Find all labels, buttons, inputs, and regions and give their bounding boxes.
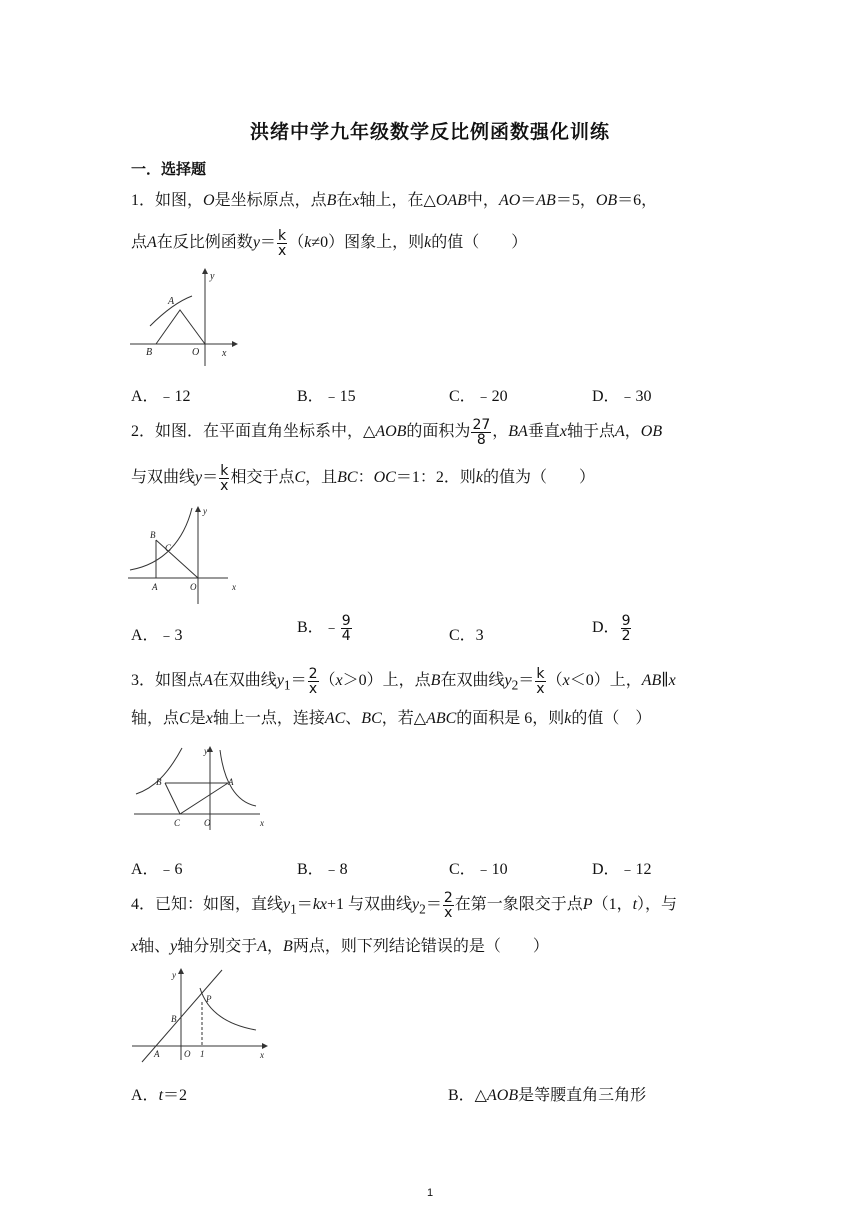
q3-option-d[interactable]: D．﹣12 — [592, 861, 652, 878]
q3-fraction-1: $\frac{2}{x}$ — [308, 666, 318, 697]
q3-line1: 3．如图点A在双曲线$y_1=$ $\frac{2}{x}$ （x＞0）上，点B在双曲线$y_2=$ $\frac{k}{x}$ （x＜0）上，AB∥x — [131, 666, 676, 697]
q1-line1: 1．如图，O是坐标原点，点B在x轴上，在△OAB中，AO＝AB＝5，OB＝6， — [131, 192, 658, 209]
q3-option-a[interactable]: A．﹣6 — [131, 861, 183, 878]
page-number: 1 — [426, 1187, 434, 1199]
q4-figure — [128, 966, 273, 1064]
q4-label-p: P — [206, 994, 212, 1004]
q2-label-a: A — [152, 582, 158, 592]
q2-label-o: O — [190, 582, 197, 592]
q3-label-y: y — [204, 746, 208, 756]
q3-label-b: B — [156, 777, 162, 787]
q2-option-a[interactable]: A．﹣3 — [131, 627, 183, 644]
page-title: 洪绪中学九年级数学反比例函数强化训练 — [249, 121, 610, 143]
q4-label-a: A — [154, 1049, 160, 1059]
q2-option-d-fraction: $\frac{9}{2}$ — [621, 613, 631, 644]
q4-fraction: $\frac{2}{x}$ — [443, 890, 453, 921]
q3-option-c[interactable]: C．﹣10 — [449, 861, 508, 878]
q1-label-o: O — [192, 347, 200, 358]
q1-option-b[interactable]: B．﹣15 — [297, 388, 356, 405]
q2-option-b[interactable]: B．﹣ $\frac{9}{4}$ — [297, 613, 351, 644]
section-heading: 一．选择题 — [131, 160, 207, 178]
q3-option-b[interactable]: B．﹣8 — [297, 861, 348, 878]
q3-label-o: O — [204, 818, 211, 828]
q1-label-b: B — [146, 347, 153, 358]
q3-line2: 轴，点C是x轴上一点，连接AC、BC，若△ABC的面积是 6，则k的值（ ） — [131, 710, 652, 727]
q1-option-a[interactable]: A．﹣12 — [131, 388, 191, 405]
q2-label-y: y — [203, 506, 207, 516]
q1-label-a: A — [168, 296, 175, 307]
q1-label-y: y — [210, 271, 215, 282]
q4-label-b: B — [171, 1014, 177, 1024]
q2-option-c[interactable]: C．3 — [449, 627, 484, 644]
q2-label-b: B — [150, 530, 156, 540]
q2-option-d[interactable]: D． $\frac{9}{2}$ — [592, 613, 631, 644]
q2-label-c: C — [165, 543, 172, 553]
q2-fraction: $\frac{k}{x}$ — [220, 463, 229, 494]
q3-fraction-2: $\frac{k}{x}$ — [536, 666, 545, 697]
q3-figure — [128, 742, 268, 834]
q1-label-x: x — [222, 348, 227, 359]
q1-figure — [128, 268, 248, 368]
q4-label-x: x — [260, 1050, 264, 1060]
q1-option-d[interactable]: D．﹣30 — [592, 388, 652, 405]
q4-line1: 4．已知：如图，直线$y_1=kx+1$ 与双曲线$y_2=$ $\frac{2}{x}$ 在第一象限交于点P（1，t），与 — [131, 890, 678, 921]
q4-option-a[interactable]: A．t＝2 — [131, 1087, 188, 1104]
q4-label-one: 1 — [200, 1049, 205, 1059]
q4-label-o: O — [184, 1049, 191, 1059]
q3-label-a: A — [228, 777, 234, 787]
q4-option-b[interactable]: B．△AOB是等腰直角三角形 — [448, 1087, 647, 1104]
q4-label-y: y — [172, 970, 176, 980]
q3-label-x: x — [260, 818, 264, 828]
q2-line1: 2．如图．在平面直角坐标系中，△AOB的面积为 $\frac{27}{8}$ ，BA垂直x轴于点A，OB — [131, 417, 663, 448]
q1-option-c[interactable]: C．﹣20 — [449, 388, 508, 405]
q2-option-b-fraction: $\frac{9}{4}$ — [341, 613, 351, 644]
q4-line2: x轴、y轴分别交于A，B两点，则下列结论错误的是（ ） — [131, 938, 549, 955]
q1-line2: 点A在反比例函数y＝ $\frac{k}{x}$ （k≠0）图象上，则k的值（ ） — [131, 228, 528, 259]
q3-label-c: C — [174, 818, 181, 828]
q2-label-x: x — [232, 582, 236, 592]
q2-line2: 与双曲线y＝ $\frac{k}{x}$ 相交于点C，且BC：OC＝1：2．则k的值为（ ） — [131, 463, 595, 494]
q2-figure — [124, 500, 244, 608]
q2-area-fraction: $\frac{27}{8}$ — [472, 417, 491, 448]
q1-fraction: $\frac{k}{x}$ — [277, 228, 287, 259]
